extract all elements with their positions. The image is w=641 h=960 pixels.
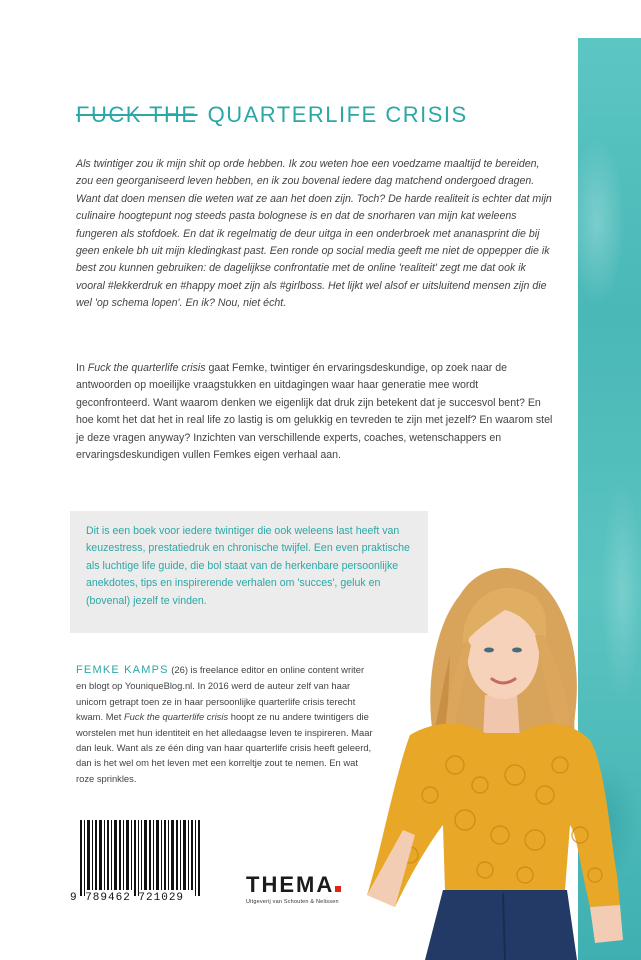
publisher-tagline: Uitgeverij van Schouten & Nelissen (246, 899, 339, 905)
publisher-logo (246, 872, 341, 905)
highlight-text: Dit is een boek voor iedere twintiger die ook weleens last heeft van keuzestress, prestatiedruk en chronische twijfel. Een even praktische als luchtige life guide, die bol staat van de herkenbare persoonlijke anekdotes, tips en inspirerende verhalen om 'succes', geluk en (bovenal) jezelf te vinden. (86, 525, 410, 607)
description-book-title: Fuck the quarterlife crisis (87, 362, 206, 374)
publisher-name: THEMA (246, 872, 335, 897)
title-main-text: QUARTERLIFE CRISIS (207, 102, 468, 127)
description-rest: gaat Femke, twintiger én ervaringsdeskundige, op zoek naar de antwoorden op moeilijke vraagstukken en uitdagingen waar haar generatie mee wordt geconfronteerd. Want waarom denken we eigenlijk dat druk zijn betekent dat je succesvol bent? En hoe komt het dat het in real life zo lastig is om gelukkig en tevreden te zijn met jezelf? En waarom stel je deze vragen anyway? Inzichten van verschillende experts, coaches, wetenschappers en ervaringsdeskundigen vullen Femkes eigen verhaal aan. (76, 362, 553, 462)
description-start: In (76, 362, 88, 374)
publisher-dot-icon (335, 886, 341, 892)
description-paragraph (76, 360, 554, 464)
author-bio (76, 662, 376, 786)
author-photo (355, 535, 630, 960)
intro-text: Als twintiger zou ik mijn shit op orde hebben. Ik zou weten hoe een voedzame maaltijd te bereiden, zou een georganiseerd leven hebben, en ik zou bovenal iedere dag matchend ondergoed dragen. Want dat doen mensen die weten wat ze aan het doen zijn. Toch? De harde realiteit is echter dat mijn culinaire hoogtepunt nog steeds pasta bolognese is en dat de snorharen van mijn kat weleens fungeren als stofdoek. En dat ik regelmatig de deur uitga in een onderbroek met ananasprint die bij geen enkele bh uit mijn kledingkast past. Een ronde op social media geeft me niet de oppepper die ik best zou kunnen gebruiken: de dagelijkse confrontatie met de online 'realiteit' zegt me dat ook ik vooral #lekkerdruk en #happy moet zijn als #girlboss. Het lijkt wel alsof er uitsluitend mensen zijn die wel 'op schema lopen'. En ik? Nou, niet écht. (76, 158, 552, 310)
barcode (76, 818, 204, 898)
author-bio-book-title: Fuck the quarterlife crisis (123, 711, 229, 723)
author-name: FEMKE KAMPS (76, 664, 169, 676)
title-struck-text: FUCK THE (76, 102, 198, 127)
author-bio-part2: hoopt ze nu andere twintigers die worstelen met hun identiteit en het alledaagse leven te inspireren. Maar dan leuk. Want als ze één ding van haar quarterlife crisis heeft geleerd, dan is het wel om het leven met een korreltje zout te nemen. En wat roze sprinkles. (76, 711, 373, 784)
author-age: (26) (168, 664, 188, 675)
author-bio-part1: is freelance editor en online content writer en blogt op YouniqueBlog.nl. In 2016 werd de auteur zelf van haar unicorn getrapt toen ze in haar persoonlijke quarterlife crisis terecht kwam. Met (76, 664, 365, 723)
isbn-number: 9 789462 721029 (70, 892, 185, 904)
back-cover-title (76, 102, 468, 128)
